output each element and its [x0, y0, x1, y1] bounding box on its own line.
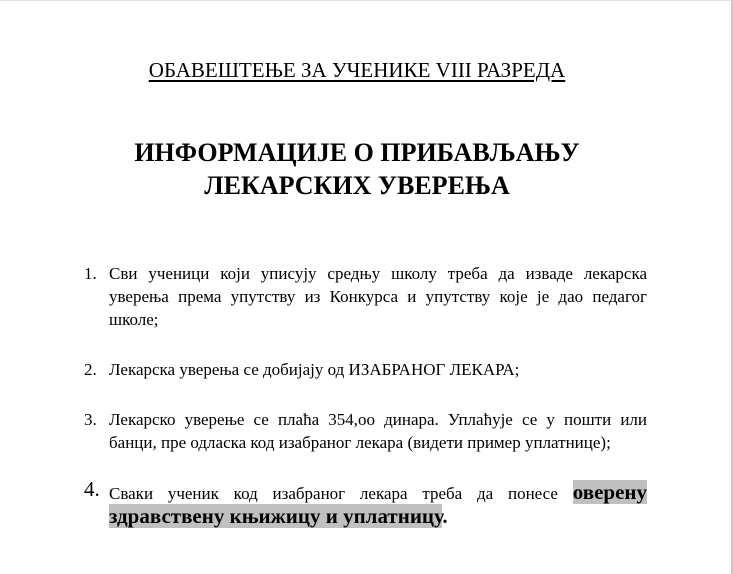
list-item	[82, 358, 647, 381]
list-item-text: Сви ученици који уписују средњу школу треба да изваде лекарска уверења према упутству из Конкурса и упутству које је дао педагог школе;	[109, 264, 647, 329]
list-item	[82, 262, 647, 331]
list-item-text: Лекарско уверење се плаћа 354,оо динара. Уплаћује се у пошти или банци, пре одласка код изабраног лекара (видети пример уплатнице);	[109, 410, 647, 452]
notice-title: ОБАВЕШТЕЊЕ ЗА УЧЕНИКЕ VIII РАЗРЕДА	[148, 58, 566, 82]
list-item-number: 1.	[84, 264, 97, 283]
main-title	[0, 136, 714, 202]
main-title-line-2: ЛЕКАРСКИХ УВЕРЕЊА	[204, 171, 510, 200]
info-list	[82, 262, 647, 556]
main-title-line-1: ИНФОРМАЦИЈЕ О ПРИБАВЉАЊУ	[134, 138, 580, 167]
list-item	[82, 408, 647, 454]
list-item-text: Лекарска уверења се добијају од ИЗАБРАНОГ ЛЕКАРА;	[109, 360, 520, 379]
list-item-number: 2.	[84, 360, 97, 379]
page-top-edge	[0, 0, 733, 1]
list-item-number: 3.	[84, 410, 97, 429]
list-item-number: 4.	[84, 477, 100, 501]
highlighted-text: оверену здравствену књижицу и уплатницу	[109, 480, 647, 528]
list-item-text: Сваки ученик код изабраног лекара треба да понесе	[109, 484, 573, 503]
list-item-text-end: .	[442, 504, 448, 528]
list-item	[82, 477, 647, 529]
